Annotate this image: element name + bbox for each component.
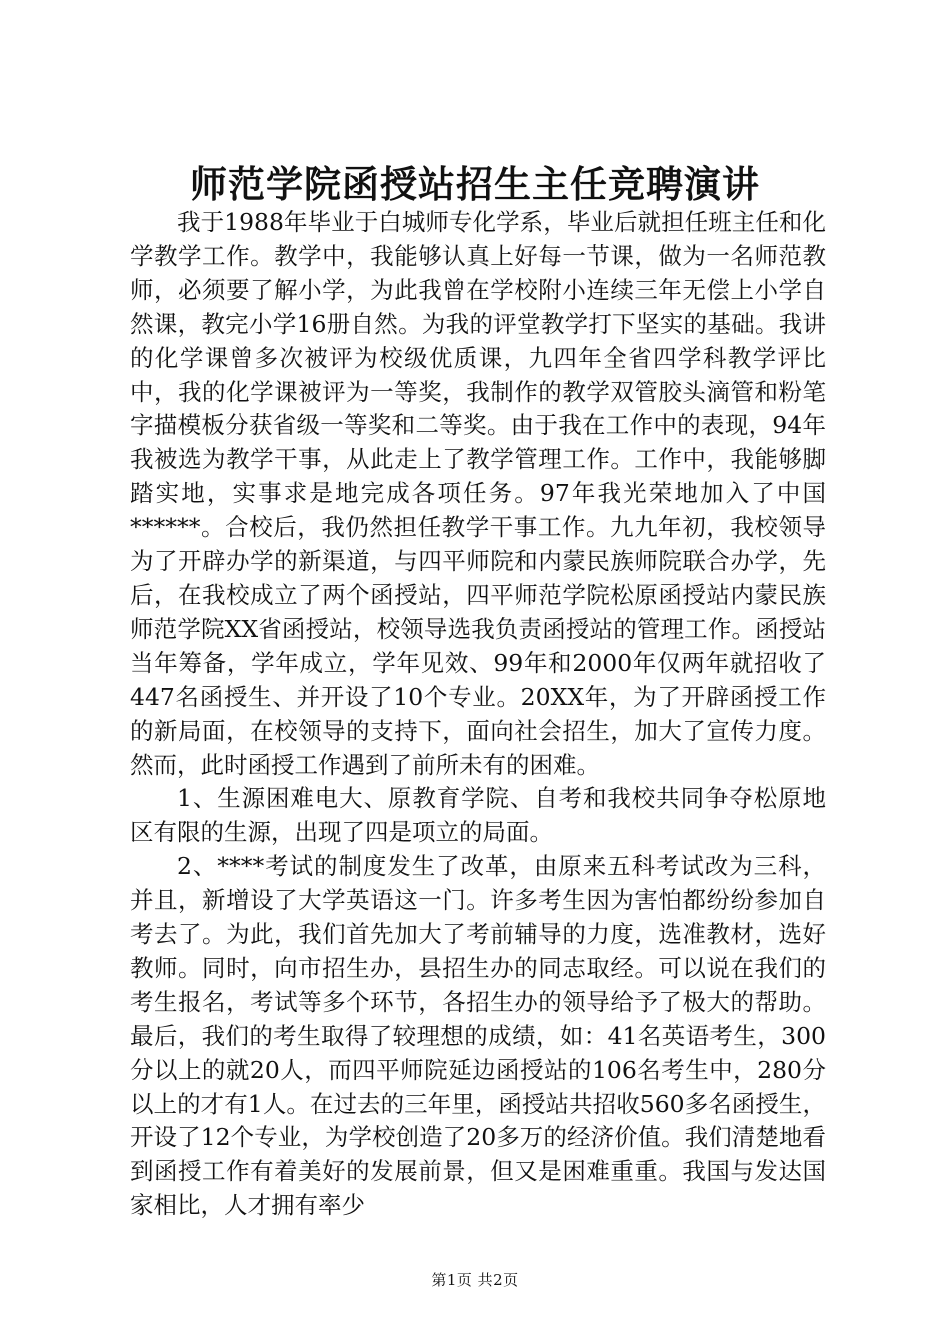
paragraph: 1、生源困难电大、原教育学院、自考和我校共同争夺松原地区有限的生源，出现了四是项立的局面。 xyxy=(130,784,826,847)
document-title: 师范学院函授站招生主任竞聘演讲 xyxy=(190,162,760,206)
paragraph: 2、****考试的制度发生了改革，由原来五科考试改为三科，并且，新增设了大学英语这一门。许多考生因为害怕都纷纷参加自考去了。为此，我们首先加大了考前辅导的力度，选准教材，选好教师。同时，向市招生办，县招生办的同志取经。可以说在我们的考生报名，考试等多个环节，各招生办的领导给予了极大的帮助。最后，我们的考生取得了较理想的成绩，如：41名英语考生，300分以上的就20人，而四平师院延边函授站的106名考生中，280分以上的才有1人。在过去的三年里，函授站共招收560多名函授生，开设了12个专业，为学校创造了20多万的经济价值。我们清楚地看到函授工作有着美好的发展前景，但又是困难重重。我国与发达国家相比，人才拥有率少 xyxy=(130,852,826,1220)
paragraph: 我于1988年毕业于白城师专化学系，毕业后就担任班主任和化学教学工作。教学中，我能够认真上好每一节课，做为一名师范教师，必须要了解小学，为此我曾在学校附小连续三年无偿上小学自然课，教完小学16册自然。为我的评堂教学打下坚实的基础。我讲的化学课曾多次被评为校级优质课，九四年全省四学科教学评比中，我的化学课被评为一等奖，我制作的教学双管胶头滴管和粉笔字描模板分获省级一等奖和二等奖。由于我在工作中的表现，94年我被选为教学干事，从此走上了教学管理工作。工作中，我能够脚踏实地，实事求是地完成各项任务。97年我光荣地加入了中国******。合校后，我仍然担任教学干事工作。九九年初，我校领导为了开辟办学的新渠道，与四平师院和内蒙民族师院联合办学，先后，在我校成立了两个函授站，四平师范学院松原函授站内蒙民族师范学院XX省函授站，校领导选我负责函授站的管理工作。函授站当年筹备，学年成立，学年见效、99年和2000年仅两年就招收了447名函授生、并开设了10个专业。20XX年，为了开辟函授工作的新局面，在校领导的支持下，面向社会招生，加大了宣传力度。然而，此时函授工作遇到了前所未有的困难。 xyxy=(130,208,826,779)
page-number-footer: 第1页 共2页 xyxy=(431,1271,519,1289)
document-body xyxy=(130,206,826,1223)
